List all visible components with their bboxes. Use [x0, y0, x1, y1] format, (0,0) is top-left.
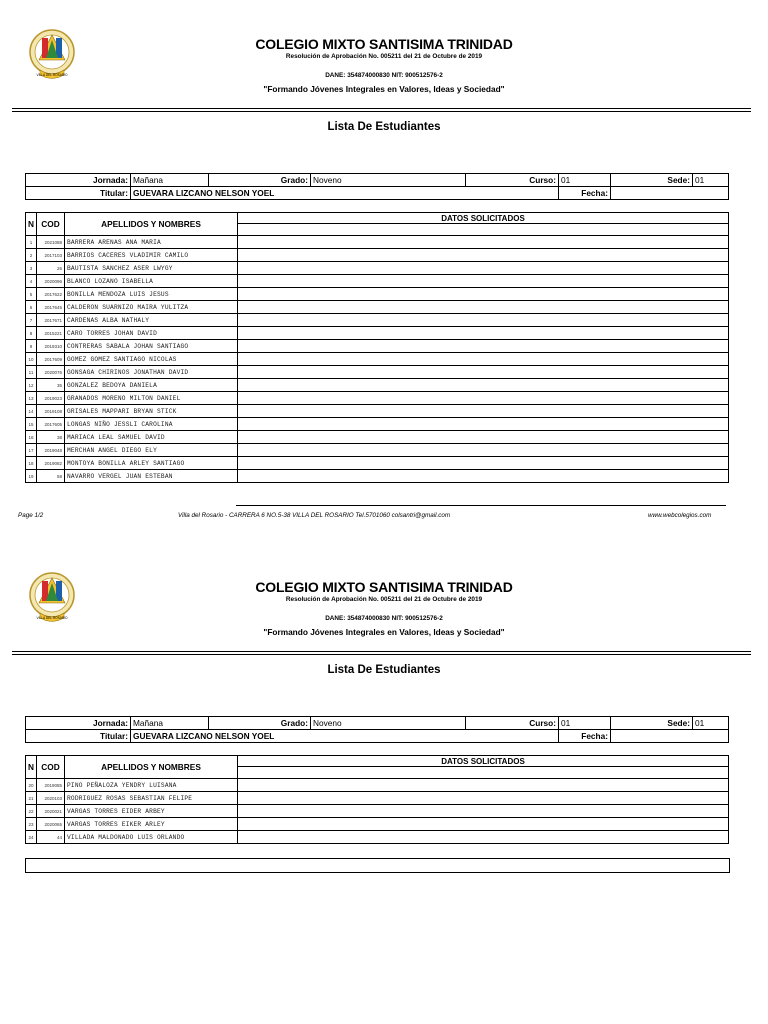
row-number: 19 — [26, 470, 37, 483]
curso-value: 01 — [559, 717, 611, 730]
requested-data-cell — [238, 262, 729, 275]
school-dane: DANE: 354874000830 NIT: 900512576-2 — [325, 615, 443, 622]
requested-data-cell — [238, 353, 729, 366]
row-number: 16 — [26, 431, 37, 444]
student-code: 2020096 — [37, 275, 65, 288]
row-number: 17 — [26, 444, 37, 457]
requested-data-cell — [238, 805, 729, 818]
student-code: 2019023 — [37, 392, 65, 405]
col-cod-header: COD — [37, 213, 65, 236]
row-number: 11 — [26, 366, 37, 379]
requested-data-cell — [238, 301, 729, 314]
row-number: 2 — [26, 249, 37, 262]
fecha-label: Fecha: — [559, 187, 611, 200]
table-row — [26, 431, 729, 444]
row-number: 15 — [26, 418, 37, 431]
table-row — [26, 818, 729, 831]
requested-data-cell — [238, 470, 729, 483]
jornada-value: Mañana — [131, 174, 209, 187]
student-code: 2019082 — [37, 457, 65, 470]
student-code: 2017645 — [37, 301, 65, 314]
students-body — [26, 779, 729, 844]
curso-value: 01 — [559, 174, 611, 187]
student-code: 2019108 — [37, 405, 65, 418]
table-row — [26, 392, 729, 405]
table-row — [26, 249, 729, 262]
page-section-2 — [0, 543, 768, 883]
student-name: MARIACA LEAL SAMUEL DAVID — [65, 431, 238, 444]
page-number: Page 1/2 — [18, 512, 44, 519]
row-number: 23 — [26, 818, 37, 831]
student-name: MERCHAN ANGEL DIEGO ELY — [65, 444, 238, 457]
row-number: 12 — [26, 379, 37, 392]
requested-data-cell — [238, 340, 729, 353]
requested-data-cell — [238, 249, 729, 262]
table-row — [26, 405, 729, 418]
student-name: BARRERA ARENAS ANA MARIA — [65, 236, 238, 249]
table-row — [26, 314, 729, 327]
footer-website: www.webcolegios.com — [648, 512, 712, 519]
header-divider — [12, 651, 751, 652]
students-body — [26, 236, 729, 483]
header-divider — [12, 654, 751, 655]
fecha-value — [611, 187, 729, 200]
requested-data-cell — [238, 366, 729, 379]
requested-data-cell — [238, 314, 729, 327]
grado-value: Noveno — [311, 174, 466, 187]
table-row — [26, 353, 729, 366]
student-code: 38 — [37, 431, 65, 444]
col-cod-header: COD — [37, 756, 65, 779]
student-code: 2017605 — [37, 418, 65, 431]
course-info-table — [25, 173, 729, 200]
requested-data-cell — [238, 236, 729, 249]
table-row — [26, 831, 729, 844]
school-resolution: Resolución de Aprobación No. 005211 del 21 de Octubre de 2019 — [285, 53, 483, 60]
school-name: COLEGIO MIXTO SANTISIMA TRINIDAD — [255, 36, 513, 52]
student-code: 2020065 — [37, 818, 65, 831]
student-code: 2019048 — [37, 444, 65, 457]
col-n-header: N — [26, 213, 37, 236]
course-info-table — [25, 716, 729, 743]
student-name: GONZALEZ BEDOYA DANIELA — [65, 379, 238, 392]
table-row — [26, 779, 729, 792]
student-name: MONTOYA BONILLA ARLEY SANTIAGO — [65, 457, 238, 470]
table-row — [26, 327, 729, 340]
student-name: VARGAS TORRES EIDER ARBEY — [65, 805, 238, 818]
table-row — [26, 262, 729, 275]
titular-label: Titular: — [26, 187, 131, 200]
grado-label: Grado: — [209, 174, 311, 187]
requested-data-cell — [238, 392, 729, 405]
table-row — [26, 379, 729, 392]
col-names-header: APELLIDOS Y NOMBRES — [65, 213, 238, 236]
school-resolution: Resolución de Aprobación No. 005211 del 21 de Octubre de 2019 — [285, 596, 483, 603]
student-name: BONILLA MENDOZA LUIS JESUS — [65, 288, 238, 301]
student-code: 2017103 — [37, 249, 65, 262]
svg-text:VILLA DEL ROSARIO: VILLA DEL ROSARIO — [36, 73, 68, 77]
student-name: CARO TORRES JOHAN DAVID — [65, 327, 238, 340]
students-table — [25, 212, 729, 483]
titular-value: GUEVARA LIZCANO NELSON YOEL — [131, 730, 559, 743]
school-motto: "Formando Jóvenes Integrales en Valores, Ideas y Sociedad" — [263, 84, 505, 94]
student-code: 2019085 — [37, 779, 65, 792]
table-row — [26, 418, 729, 431]
table-row — [26, 366, 729, 379]
row-number: 5 — [26, 288, 37, 301]
requested-data-cell — [238, 779, 729, 792]
student-name: BAUTISTA SANCHEZ ASER LWYGY — [65, 262, 238, 275]
table-row — [26, 236, 729, 249]
curso-label: Curso: — [466, 717, 559, 730]
col-datos-header: DATOS SOLICITADOS — [238, 756, 729, 767]
student-name: NAVARRO VERGEL JUAN ESTEBAN — [65, 470, 238, 483]
students-table — [25, 755, 729, 844]
student-name: BARRIOS CACERES VLADIMIR CAMILO — [65, 249, 238, 262]
col-datos-subheader — [238, 767, 729, 779]
row-number: 7 — [26, 314, 37, 327]
titular-value: GUEVARA LIZCANO NELSON YOEL — [131, 187, 559, 200]
requested-data-cell — [238, 818, 729, 831]
student-code: 2015221 — [37, 327, 65, 340]
row-number: 22 — [26, 805, 37, 818]
student-code: 26 — [37, 262, 65, 275]
svg-text:VILLA DEL ROSARIO: VILLA DEL ROSARIO — [36, 616, 68, 620]
fecha-label: Fecha: — [559, 730, 611, 743]
student-code: 2017609 — [37, 353, 65, 366]
sede-label: Sede: — [611, 174, 693, 187]
requested-data-cell — [238, 405, 729, 418]
student-name: BLANCO LOZANO ISABELLA — [65, 275, 238, 288]
grado-value: Noveno — [311, 717, 466, 730]
requested-data-cell — [238, 288, 729, 301]
table-row — [26, 805, 729, 818]
student-name: GOMEZ GOMEZ SANTIAGO NICOLAS — [65, 353, 238, 366]
student-name: CARDENAS ALBA NATHALY — [65, 314, 238, 327]
table-row — [26, 288, 729, 301]
col-n-header: N — [26, 756, 37, 779]
student-name: CONTRERAS SABALA JOHAN SANTIAGO — [65, 340, 238, 353]
table-row — [26, 457, 729, 470]
footer-divider — [236, 505, 726, 506]
row-number: 21 — [26, 792, 37, 805]
student-name: GRISALES MAPPARI BRYAN STICK — [65, 405, 238, 418]
row-number: 8 — [26, 327, 37, 340]
row-number: 14 — [26, 405, 37, 418]
row-number: 6 — [26, 301, 37, 314]
sede-value: 01 — [693, 174, 729, 187]
row-number: 20 — [26, 779, 37, 792]
row-number: 10 — [26, 353, 37, 366]
row-number: 24 — [26, 831, 37, 844]
col-names-header: APELLIDOS Y NOMBRES — [65, 756, 238, 779]
school-motto: "Formando Jóvenes Integrales en Valores, Ideas y Sociedad" — [263, 627, 505, 637]
table-row — [26, 301, 729, 314]
student-code: 44 — [37, 831, 65, 844]
col-datos-header: DATOS SOLICITADOS — [238, 213, 729, 224]
student-code: 2019310 — [37, 340, 65, 353]
curso-label: Curso: — [466, 174, 559, 187]
student-name: RODRIGUEZ ROSAS SEBASTIAN FELIPE — [65, 792, 238, 805]
school-name: COLEGIO MIXTO SANTISIMA TRINIDAD — [255, 579, 513, 595]
footer-address: Villa del Rosario - CARRERA 6 NO.5-38 VILLA DEL ROSARIO Tel.5701060 colsantri@gmail.com — [178, 512, 451, 519]
student-name: PINO PEÑALOZA YENDRY LUISANA — [65, 779, 238, 792]
student-code: 2020021 — [37, 805, 65, 818]
grado-label: Grado: — [209, 717, 311, 730]
student-name: VILLADA MALDONADO LUIS ORLANDO — [65, 831, 238, 844]
student-code: 2020076 — [37, 366, 65, 379]
requested-data-cell — [238, 444, 729, 457]
student-code: 2017671 — [37, 314, 65, 327]
col-datos-subheader — [238, 224, 729, 236]
table-row — [26, 470, 729, 483]
row-number: 3 — [26, 262, 37, 275]
table-row — [26, 275, 729, 288]
student-code: 2020103 — [37, 792, 65, 805]
page-section-1 — [0, 0, 768, 500]
jornada-label: Jornada: — [26, 717, 131, 730]
table-row — [26, 340, 729, 353]
student-name: CALDERON SUARNIZO MAIRA YULITZA — [65, 301, 238, 314]
row-number: 18 — [26, 457, 37, 470]
student-code: 58 — [37, 470, 65, 483]
list-title: Lista De Estudiantes — [327, 664, 441, 676]
requested-data-cell — [238, 379, 729, 392]
school-dane: DANE: 354874000830 NIT: 900512576-2 — [325, 72, 443, 79]
empty-box — [25, 858, 730, 873]
list-title: Lista De Estudiantes — [327, 121, 441, 133]
jornada-label: Jornada: — [26, 174, 131, 187]
requested-data-cell — [238, 418, 729, 431]
row-number: 13 — [26, 392, 37, 405]
titular-label: Titular: — [26, 730, 131, 743]
requested-data-cell — [238, 431, 729, 444]
row-number: 1 — [26, 236, 37, 249]
student-code: 2021088 — [37, 236, 65, 249]
header-divider — [12, 111, 751, 112]
requested-data-cell — [238, 457, 729, 470]
student-name: LONGAS NIÑO JESSLI CAROLINA — [65, 418, 238, 431]
requested-data-cell — [238, 327, 729, 340]
jornada-value: Mañana — [131, 717, 209, 730]
header-divider — [12, 108, 751, 109]
student-name: GRANADOS MORENO MILTON DANIEL — [65, 392, 238, 405]
row-number: 9 — [26, 340, 37, 353]
student-code: 35 — [37, 379, 65, 392]
student-name: VARGAS TORRES EIKER ARLEY — [65, 818, 238, 831]
table-row — [26, 792, 729, 805]
table-row — [26, 444, 729, 457]
requested-data-cell — [238, 792, 729, 805]
fecha-value — [611, 730, 729, 743]
sede-label: Sede: — [611, 717, 693, 730]
sede-value: 01 — [693, 717, 729, 730]
row-number: 4 — [26, 275, 37, 288]
requested-data-cell — [238, 831, 729, 844]
student-code: 2017622 — [37, 288, 65, 301]
student-name: GONSAGA CHIRINOS JONATHAN DAVID — [65, 366, 238, 379]
requested-data-cell — [238, 275, 729, 288]
